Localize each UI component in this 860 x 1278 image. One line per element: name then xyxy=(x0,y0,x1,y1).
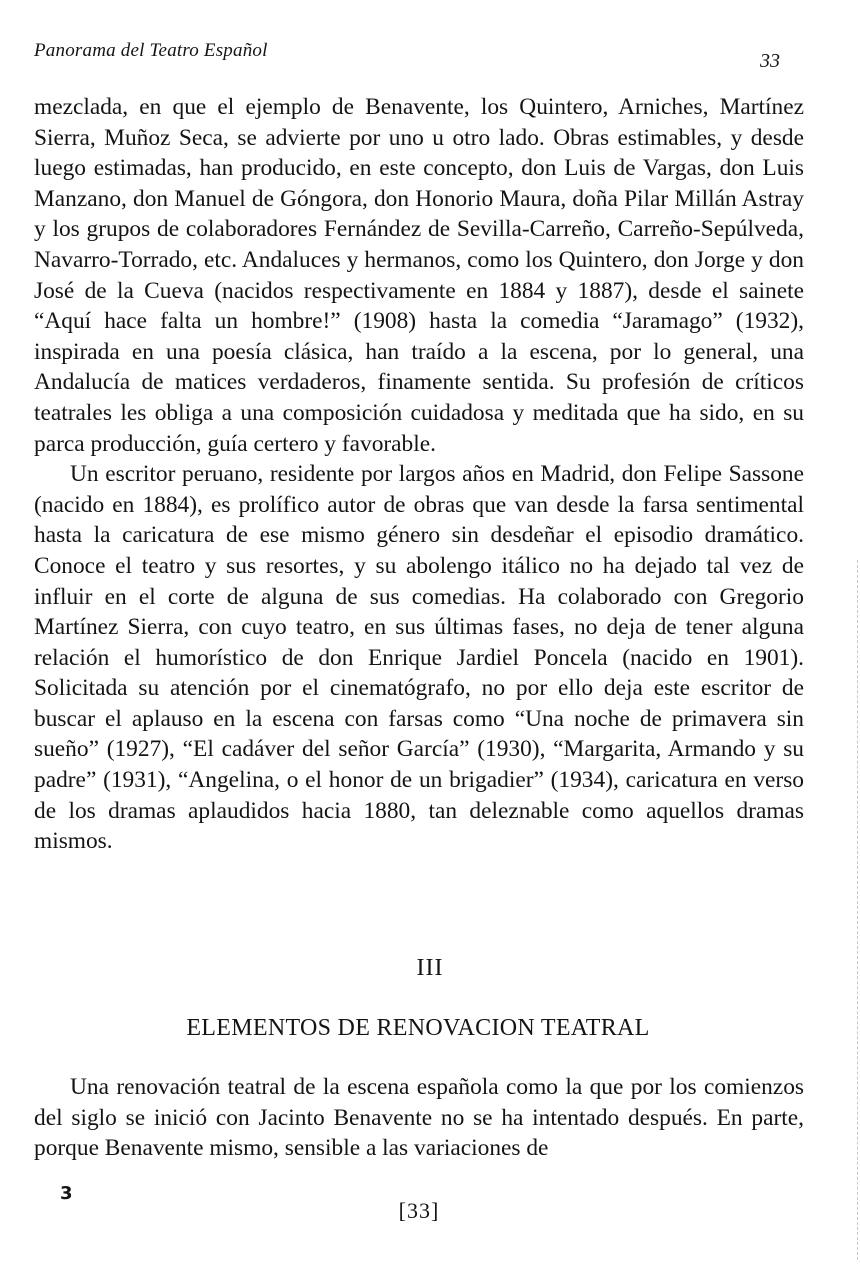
folio-number: [33] xyxy=(398,1198,440,1223)
scan-edge-line xyxy=(856,560,858,1260)
paragraph-1: mezclada, en que el ejemplo de Benavente, los Quintero, Arniches, Martínez Sierra, Muñoz Seca, se advierte por uno u otro lado. Obras estimables, y desde luego estimadas, han producido, en este concepto, don Luis de Vargas, don Luis Manzano, don Manuel de Góngora, don Honorio Maura, doña Pilar Millán Astray y los grupos de colaboradores Fernández de Sevilla-Carreño, Carreño-Sepúlveda, Navarro-Torrado, etc. Andaluces y hermanos, como los Quintero, don Jorge y don José de la Cueva (nacidos respectivamente en 1884 y 1887), desde el sainete “Aquí hace falta un hombre!” (1908) hasta la comedia “Jaramago” (1932), inspirada en una poesía clásica, han traído a la escena, por lo general, una Andalucía de matices verdaderos, finamente sentida. Su profesión de críticos teatrales les obliga a una composición cuidadosa y meditada que ha sido, en su parca producción, guía certero y favorable. xyxy=(34,94,804,457)
section-title: ELEMENTOS DE RENOVACION TEATRAL xyxy=(186,1015,650,1041)
section-numeral: III xyxy=(416,955,444,981)
page-number: 33 xyxy=(760,50,780,72)
running-title: Panorama del Teatro Español xyxy=(34,40,268,61)
main-text-block xyxy=(34,92,804,857)
section-text-block xyxy=(34,1072,804,1164)
paragraph-2: Un escritor peruano, residente por largos años en Madrid, don Felipe Sassone (nacido en 1884), es prolífico autor de obras que van desde la farsa sentimental hasta la caricatura de ese mismo género sin desdeñar el episodio dramático. Conoce el teatro y sus resortes, y su abolengo itálico no ha dejado tal vez de influir en el corte de alguna de sus comedias. Ha colaborado con Gregorio Martínez Sierra, con cuyo teatro, en sus últimas fases, no deja de tener alguna relación el humorístico de don Enrique Jardiel Poncela (nacido en 1901). Solicitada su atención por el cinematógrafo, no por ello deja este escritor de buscar el aplauso en la escena con farsas como “Una noche de primavera sin sueño” (1927), “El cadáver del señor García” (1930), “Margarita, Armando y su padre” (1931), “Angelina, o el honor de un brigadier” (1934), caricatura en verso de los dramas aplaudidos hacia 1880, tan deleznable como aquellos dramas mismos. xyxy=(34,461,804,855)
signature-mark: 3 xyxy=(60,1183,73,1204)
section-paragraph: Una renovación teatral de la escena española como la que por los comienzos del siglo se inició con Jacinto Benavente no se ha intentado después. En parte, porque Benavente mismo, sensible a las variaciones de xyxy=(34,1074,804,1162)
